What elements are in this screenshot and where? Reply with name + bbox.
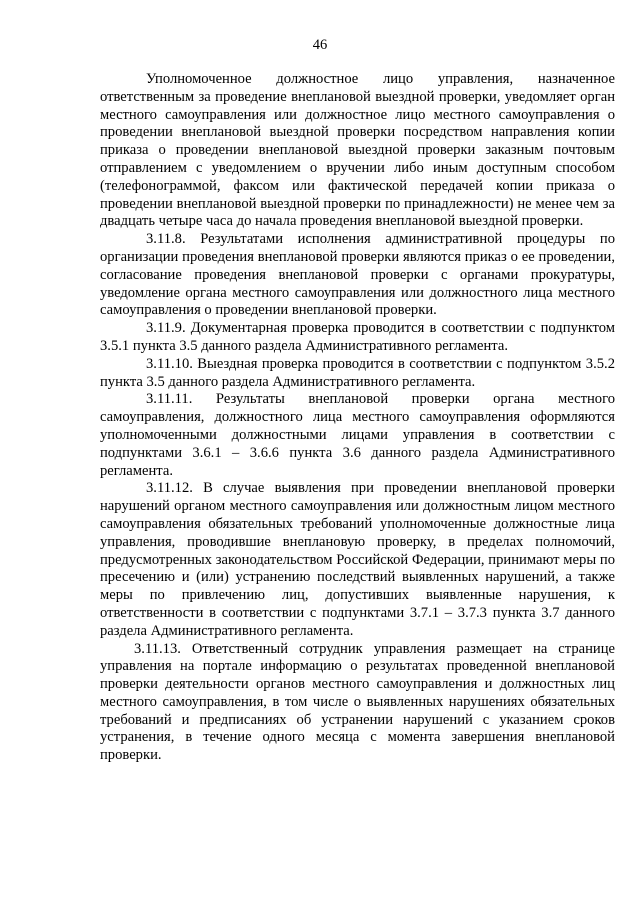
paragraph-3-11-9: 3.11.9. Документарная проверка проводится в соответствии с подпунктом 3.5.1 пункта 3.5 данного раздела Административного регламента. xyxy=(100,320,615,354)
paragraph-3-11-12: 3.11.12. В случае выявления при проведении внеплановой проверки нарушений органом местного самоуправления или должностным лицом местного самоуправления обязательных требований уполномоченные должностные лица управления, проводившие внеплановую проверку, в пределах полномочий, предусмотренных законодательством Российской Федерации, принимают меры по пресечению и (или) устранению последствий выявленных нарушений, а также меры по привлечению лиц, допустивших выявленные нарушения, к ответственности в соответствии с подпунктами 3.7.1 – 3.7.3 пункта 3.7 данного раздела Административного регламента. xyxy=(100,480,615,639)
document-body xyxy=(100,71,615,765)
paragraph-3-11-8: 3.11.8. Результатами исполнения административной процедуры по организации проведения внеплановой проверки являются приказ о ее проведении, согласование проведения внеплановой проверки с органами прокуратуры, уведомление органа местного самоуправления или должностного лица местного самоуправления о проведении внеплановой проверки. xyxy=(100,231,615,319)
paragraph-3-11-11: 3.11.11. Результаты внеплановой проверки органа местного самоуправления, должностного лица местного самоуправления оформляются уполномоченными должностными лицами управления в соответствии с подпунктами 3.6.1 – 3.6.6 пункта 3.6 данного раздела Административного регламента. xyxy=(100,391,615,479)
page-number: 46 xyxy=(312,37,328,53)
paragraph-notification: Уполномоченное должностное лицо управления, назначенное ответственным за проведение внеплановой выездной проверки, уведомляет орган местного самоуправления или должностное лицо местного самоуправления о проведении внеплановой выездной проверки посредством направления копии приказа о проведении внеплановой выездной проверки заказным почтовым отправлением с уведомлением о вручении либо иным доступным способом (телефонограммой, факсом или фактической передачей копии приказа о проведении внеплановой выездной проверки по принадлежности) не менее чем за двадцать четыре часа до начала проведения внеплановой выездной проверки. xyxy=(100,71,615,230)
paragraph-3-11-13: 3.11.13. Ответственный сотрудник управления размещает на странице управления на портале информацию о результатах проведенной внеплановой проверки деятельности органов местного самоуправления и должностных лиц местного самоуправления, в том числе о выявленных нарушениях обязательных требований и предписаниях об устранении нарушений с указанием сроков устранения, в течение одного месяца с момента завершения внеплановой проверки. xyxy=(100,640,615,764)
paragraph-3-11-10: 3.11.10. Выездная проверка проводится в соответствии с подпунктом 3.5.2 пункта 3.5 данного раздела Административного регламента. xyxy=(100,355,615,390)
